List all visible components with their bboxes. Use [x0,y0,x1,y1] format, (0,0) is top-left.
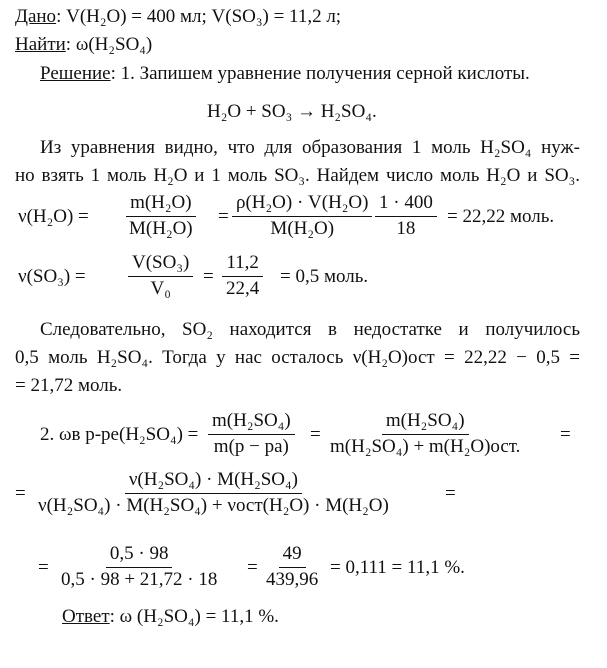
eq-so3-eq1: = [203,266,214,287]
step2-line3-result: = 0,111 = 11,1 %. [330,557,465,578]
step2-tail: = [560,424,571,445]
eq-water-frac1-den: M(H₂O) [129,217,193,239]
eq-so3-frac2-den: 22,4 [226,277,260,299]
eq-water-frac1 [125,192,197,241]
eq-water-frac3 [375,192,437,241]
eq-so3-frac1-num: V(SO₃) [128,252,193,277]
step2-line3-lead: = [38,557,49,578]
answer-label: Ответ [62,606,110,627]
eq-water-lhs: ν(H₂O) = [18,206,89,227]
given-text: : V(H₂O) = 400 мл; V(SO₃) = 11,2 л; [56,6,342,27]
eq-so3-frac1-den: V₀ [150,277,171,299]
find-label: Найти [15,34,66,55]
step2-frac1-num: m(H₂SO₄) [208,410,295,435]
step2-frac2 [326,410,524,459]
solution-step1-text: : 1. Запишем уравнение получения серной кислоты. [110,63,530,84]
eq-so3-result: = 0,5 моль. [280,266,369,287]
step2-line2-tail: = [445,483,456,504]
step2-line3-eq1: = [247,557,258,578]
eq-water-frac2-den: M(H₂O) [270,217,335,239]
step2-line2-frac [34,469,393,518]
step2-line2-frac-num: ν(H₂SO₄) · M(H₂SO₄) [125,469,302,494]
find-line [15,34,152,57]
find-text: : ω(H₂SO₄) [65,34,153,55]
step2-frac1-den: m(р − ра) [213,435,289,457]
eq-so3-frac1 [128,252,193,301]
step2-line3-frac1-den: 0,5 · 98 + 21,72 · 18 [61,568,218,590]
reaction-equation: H₂O + SO₃ → H₂SO₄. [207,101,377,122]
eq-so3-frac2 [222,252,263,301]
answer-text: : ω (H₂SO₄) = 11,1 %. [109,606,279,627]
eq-water-eq1: = [218,206,229,227]
step2-line3-frac2-den: 439,96 [266,568,319,590]
given-line [15,6,341,29]
step2-line3-frac1-num: 0,5 · 98 [106,543,173,568]
para1-line2: но взять 1 моль H₂O и 1 моль SO₃. Найдем число моль H₂O и SO₃. [15,165,580,186]
eq-water-frac3-num: 1 · 400 [375,192,437,217]
eq-water-result: = 22,22 моль. [447,206,555,227]
step2-lhs: 2. ωв р-ре(H₂SO₄) = [40,424,199,445]
step2-frac2-den: m(H₂SO₄) + m(H₂O)ост. [330,435,521,457]
step2-frac2-num: m(H₂SO₄) [382,410,469,435]
step2-frac1 [208,410,295,459]
para2-line2: 0,5 моль H₂SO₄. Тогда у нас осталось ν(H₂O)ост = 22,22 − 0,5 = [15,347,580,368]
eq-so3-lhs: ν(SO₃) = [18,266,86,287]
solution-line [40,63,530,86]
eq-so3-frac2-num: 11,2 [222,252,263,277]
step2-eq1: = [310,424,321,445]
para1-line1: Из уравнения видно, что для образования 1 моль H₂SO₄ нуж- [40,137,580,158]
eq-water-frac1-num: m(H₂O) [126,192,196,217]
para2-line1: Следовательно, SO₂ находится в недостатке и получилось [40,319,580,340]
eq-water-frac3-den: 18 [396,217,416,239]
step2-line2-lead: = [15,483,26,504]
step2-line3-frac2-num: 49 [279,543,306,568]
para2-line3: = 21,72 моль. [15,375,123,396]
step2-line2-frac-den: ν(H₂SO₄) · M(H₂SO₄) + νост(H₂O) · M(H₂O) [38,494,389,516]
given-label: Дано [15,6,57,27]
solution-label: Решение [40,63,111,84]
eq-water-frac2 [232,192,372,241]
answer-line [62,606,279,629]
eq-water-frac2-num: ρ(H₂O) · V(H₂O) [232,192,372,217]
step2-line3-frac2 [262,543,322,592]
step2-line3-frac1 [57,543,221,592]
